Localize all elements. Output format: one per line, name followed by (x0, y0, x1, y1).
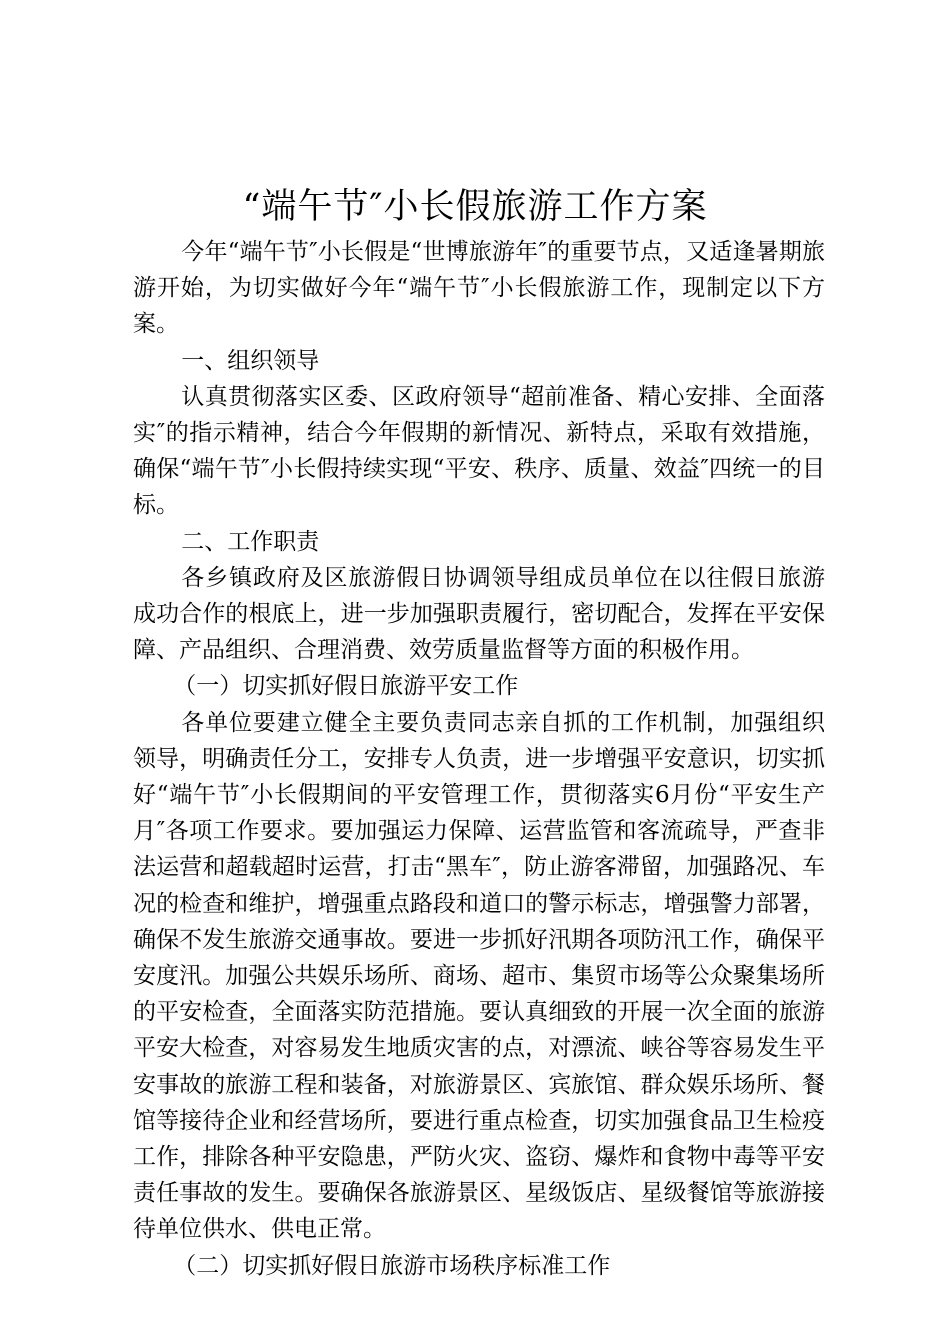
paragraph-intro: 今年“端午节″小长假是“世博旅游年″的重要节点，又适逢暑期旅游开始，为切实做好今年“端午节″小长假旅游工作，现制定以下方案。 (133, 239, 825, 338)
paragraph-organization: 认真贯彻落实区委、区政府领导“超前准备、精心安排、全面落实″的指示精神，结合今年假期的新情况、新特点，采取有效措施，确保“端午节″小长假持续实现“平安、秩序、质量、效益″四统一的目标。 (133, 383, 825, 519)
subheading-safety: （一）切实抓好假日旅游平安工作 (173, 673, 519, 700)
document-title: “端午节″小长假旅游工作方案 (242, 187, 708, 227)
heading-responsibilities: 二、工作职责 (181, 528, 320, 555)
subheading-market-order: （二）切实抓好假日旅游市场秩序标准工作 (173, 1252, 611, 1279)
paragraph-responsibilities: 各乡镇政府及区旅游假日协调领导组成员单位在以往假日旅游成功合作的根底上，进一步加强职责履行，密切配合，发挥在平安保障、产品组织、合理消费、效劳质量监督等方面的积极作用。 (133, 564, 825, 664)
heading-organization: 一、组织领导 (181, 347, 320, 374)
document-body (133, 234, 825, 1284)
paragraph-safety: 各单位要建立健全主要负责同志亲自抓的工作机制，加强组织领导，明确责任分工，安排专人负责，进一步增强平安意识，切实抓好“端午节″小长假期间的平安管理工作，贯彻落实6月份“平安生产月″各项工作要求。要加强运力保障、运营监管和客流疏导，严查非法运营和超载超时运营，打击“黑车″，防止游客滞留，加强路况、车况的检查和维护，增强重点路段和道口的警示标志，增强警力部署，确保不发生旅游交通事故。要进一步抓好汛期各项防汛工作，确保平安度汛。加强公共娱乐场所、商场、超市、集贸市场等公众聚集场所的平安检查，全面落实防范措施。要认真细致的开展一次全面的旅游平安大检查，对容易发生地质灾害的点，对漂流、峡谷等容易发生平安事故的旅游工程和装备，对旅游景区、宾旅馆、群众娱乐场所、餐馆等接待企业和经营场所，要进行重点检查，切实加强食品卫生检疫工作，排除各种平安隐患，严防火灾、盗窃、爆炸和食物中毒等平安责任事故的发生。要确保各旅游景区、星级饭店、星级餐馆等旅游接待单位供水、供电正常。 (133, 709, 825, 1243)
